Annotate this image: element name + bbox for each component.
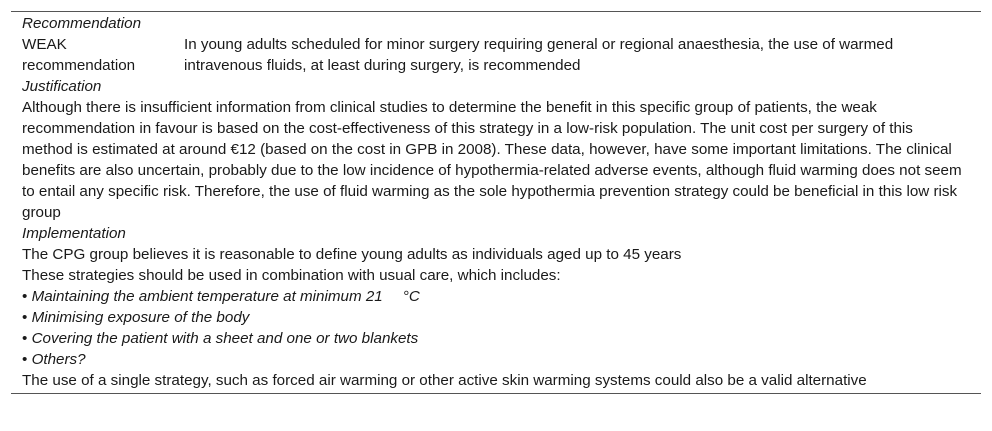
implementation-age-definition: The CPG group believes it is reasonable to define young adults as individuals aged up to 45 years (22, 246, 682, 263)
bullet-text: Minimising exposure of the body (31, 309, 250, 326)
bullet-marker: • (22, 288, 28, 305)
justification-heading: Justification (22, 78, 102, 95)
recommendation-heading: Recommendation (22, 15, 142, 32)
bullet-text: Covering the patient with a sheet and one or two blankets (31, 330, 419, 347)
bullet-marker: • (22, 309, 28, 326)
implementation-usual-care-intro: These strategies should be used in combination with usual care, which includes: (22, 267, 561, 284)
recommendation-row (11, 34, 981, 76)
recommendation-table (11, 11, 981, 394)
bullet-marker: • (22, 351, 28, 368)
recommendation-text: In young adults scheduled for minor surgery requiring general or regional anaesthesia, the use of warmed intravenous fluids, at least during surgery, is recommended (184, 36, 894, 74)
bullet-item (11, 328, 981, 349)
temperature-unit: °C (402, 288, 420, 305)
implementation-closing: The use of a single strategy, such as forced air warming or other active skin warming systems could also be a valid alternative (22, 372, 867, 389)
justification-text: Although there is insufficient information from clinical studies to determine the benefit in this specific group of patients, the weak recommendation in favour is based on the cost-effectiveness of this strategy in a low-risk population. The unit cost per surgery of this method is estimated at around €12 (based on the cost in GPB in 2008). These data, however, have some important limitations. The clinical benefits are also uncertain, probably due to the low incidence of hypothermia-related adverse events, although fluid warming does not seem to entail any specific risk. Therefore, the use of fluid warming as the sole hypothermia prevention strategy could be beneficial in this low risk group (22, 99, 962, 221)
implementation-heading: Implementation (22, 225, 126, 242)
bullet-marker: • (22, 330, 28, 347)
bullet-item (11, 307, 981, 328)
bullet-text: Others? (31, 351, 86, 368)
recommendation-strength: WEAK recommendation (22, 36, 136, 74)
bullet-text: Maintaining the ambient temperature at minimum 21 (31, 288, 383, 305)
bullet-item (11, 349, 981, 370)
bullet-item (11, 286, 981, 307)
